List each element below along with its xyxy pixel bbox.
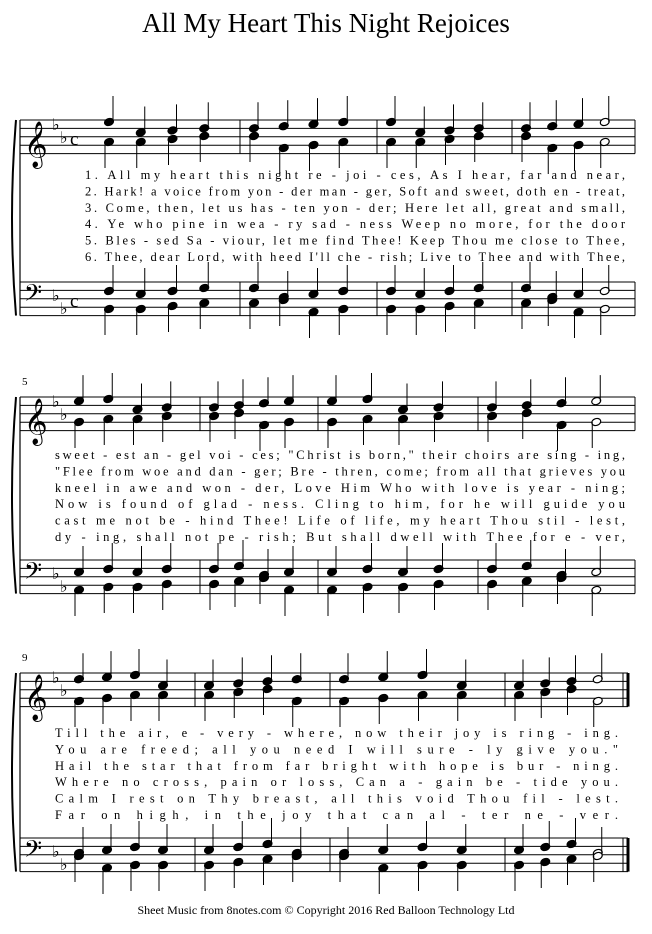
lyric-line: Till the air, e - very - where, now their joy is ring - ing. <box>55 726 618 740</box>
lyric-line: 5. Bles - sed Sa - viour, let me find Thee! Keep Thou me close to Thee, <box>85 233 625 248</box>
lyric-line: Hail the star that from far bright with hope is bur - ning. <box>55 758 618 773</box>
flat-icon: ♭ <box>52 842 60 861</box>
time-signature: c <box>70 291 79 312</box>
time-signature: c <box>70 129 79 150</box>
lyric-line: cast me not be - hind Thee! Life of life, my heart Thou stil - lest, <box>55 513 625 528</box>
lyric-line: 4. Ye who pine in wea - ry sad - ness Weep no more, for the door <box>85 217 626 232</box>
flat-icon: ♭ <box>60 405 68 424</box>
flat-icon: ♭ <box>60 299 68 318</box>
flat-icon: ♭ <box>52 668 60 687</box>
lyric-line: You are freed; all you need I will sure - ly give you." <box>55 742 619 757</box>
lyric-line: Now is found of glad - ness. Cling to him, for he will guide you <box>55 497 626 512</box>
treble-clef-icon: 𝄞 <box>24 398 48 445</box>
treble-clef-icon: 𝄞 <box>24 674 48 721</box>
bass-clef-icon: 𝄢 <box>24 279 43 313</box>
brace <box>12 397 16 594</box>
flat-icon: ♭ <box>60 855 68 874</box>
lyric-line: 1. All my heart this night re - joi - ces, As I hear, far and near, <box>85 168 626 182</box>
lyric-line: 6. Thee, dear Lord, with heed I'll che - rish; Live to Thee and with Thee, <box>85 250 625 264</box>
lyric-line: 2. Hark! a voice from yon - der man - ger, Soft and sweet, doth en - treat, <box>85 184 625 199</box>
lyric-line: Where no cross, pain or loss, Can a - gain be - tide you. <box>55 775 618 790</box>
brace <box>12 120 16 316</box>
flat-icon: ♭ <box>52 286 60 305</box>
flat-icon: ♭ <box>60 128 68 147</box>
flat-icon: ♭ <box>52 564 60 583</box>
flat-icon: ♭ <box>52 392 60 411</box>
flat-icon: ♭ <box>52 115 60 134</box>
page-title: All My Heart This Night Rejoices <box>142 8 510 38</box>
treble-clef-icon: 𝄞 <box>24 121 48 168</box>
flat-icon: ♭ <box>60 681 68 700</box>
copyright-footer: Sheet Music from 8notes.com © Copyright 2016 Red Balloon Technology Ltd <box>137 903 515 917</box>
bass-clef-icon: 𝄢 <box>24 835 43 869</box>
flat-icon: ♭ <box>60 577 68 596</box>
lyric-line: 3. Come, then, let us has - ten yon - der; Here let all, great and small, <box>85 200 625 215</box>
bass-clef-icon: 𝄢 <box>24 557 43 591</box>
lyric-line: Calm I rest on Thy breast, all this void Thou fil - lest. <box>55 791 619 806</box>
lyric-line: Far on high, in the joy that can al - ter ne - ver. <box>55 808 619 822</box>
lyric-line: sweet - est an - gel voi - ces; "Christ is born," their choirs are sing - ing, <box>55 448 625 462</box>
lyric-line: dy - ing, shall not pe - rish; But shall dwell with Thee for e - ver, <box>55 530 625 544</box>
measure-number: 5 <box>22 376 28 388</box>
measure-number: 9 <box>22 652 28 664</box>
lyric-line: "Flee from woe and dan - ger; Bre - thren, come; from all that grieves you <box>55 464 625 479</box>
brace <box>12 673 16 872</box>
lyric-line: kneel in awe and won - der, Love Him Who with love is year - ning; <box>55 480 625 495</box>
